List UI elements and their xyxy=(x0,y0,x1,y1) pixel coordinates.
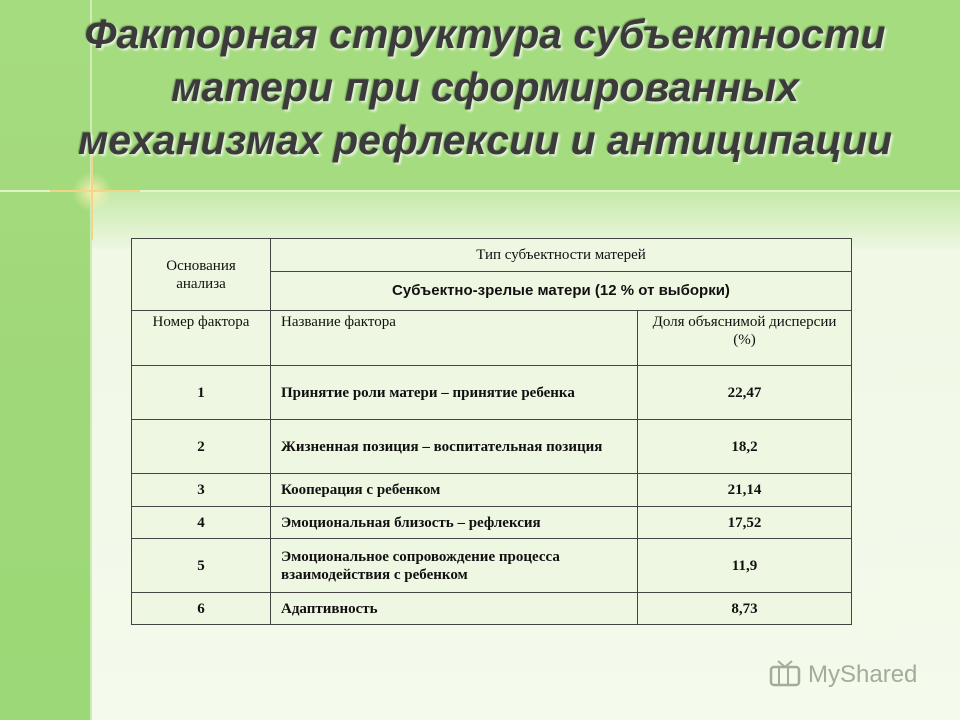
col-name-label: Название фактора xyxy=(281,314,396,330)
factor-table xyxy=(131,238,852,625)
watermark-text: MyShared xyxy=(808,661,918,688)
table-row xyxy=(132,420,852,474)
factor-name-cell: Адаптивность xyxy=(271,593,638,625)
myshared-logo-icon xyxy=(768,658,802,692)
factor-share-cell: 11,9 xyxy=(638,539,852,593)
basis-header-cell xyxy=(132,239,271,311)
basis-header-label: Основания анализа xyxy=(166,257,236,292)
type-header-label: Тип субъектности матерей xyxy=(476,247,646,263)
factor-name-cell: Эмоциональная близость – рефлексия xyxy=(271,507,638,539)
decor-cross-horizontal xyxy=(50,190,140,192)
col-number-header xyxy=(132,311,271,366)
group-header-cell xyxy=(271,272,852,311)
column-header-row xyxy=(132,311,852,366)
col-share-label: Доля объяснимой дисперсии (%) xyxy=(652,314,837,348)
table-row xyxy=(132,474,852,507)
factor-share-cell: 22,47 xyxy=(638,366,852,420)
factor-share-cell: 17,52 xyxy=(638,507,852,539)
factor-name-cell: Эмоциональное сопровождение процесса взаимодействия с ребенком xyxy=(271,539,638,593)
type-header-cell xyxy=(271,239,852,272)
factor-name-cell: Жизненная позиция – воспитательная позиция xyxy=(271,420,638,474)
factor-share-cell: 18,2 xyxy=(638,420,852,474)
factor-name-cell: Принятие роли матери – принятие ребенка xyxy=(271,366,638,420)
table-row xyxy=(132,366,852,420)
factor-number-cell: 3 xyxy=(132,474,271,507)
factor-number-cell: 4 xyxy=(132,507,271,539)
table-header-row xyxy=(132,239,852,272)
col-name-header xyxy=(271,311,638,366)
table-row xyxy=(132,507,852,539)
factor-number-cell: 2 xyxy=(132,420,271,474)
factor-name-cell: Кооперация с ребенком xyxy=(271,474,638,507)
col-number-label: Номер фактора xyxy=(152,314,250,330)
table-row xyxy=(132,593,852,625)
slide-title: Факторная структура субъектности матери при сформированных механизмах рефлексии и антиципации xyxy=(77,11,893,163)
col-share-header xyxy=(638,311,852,366)
factor-number-cell: 6 xyxy=(132,593,271,625)
factor-share-cell: 8,73 xyxy=(638,593,852,625)
factor-number-cell: 1 xyxy=(132,366,271,420)
group-header-label: Субъектно-зрелые матери (12 % от выборки) xyxy=(392,282,730,299)
table-row xyxy=(132,539,852,593)
factor-share-cell: 21,14 xyxy=(638,474,852,507)
decor-horizontal-line xyxy=(0,190,960,192)
factor-number-cell: 5 xyxy=(132,539,271,593)
myshared-watermark xyxy=(768,658,917,692)
